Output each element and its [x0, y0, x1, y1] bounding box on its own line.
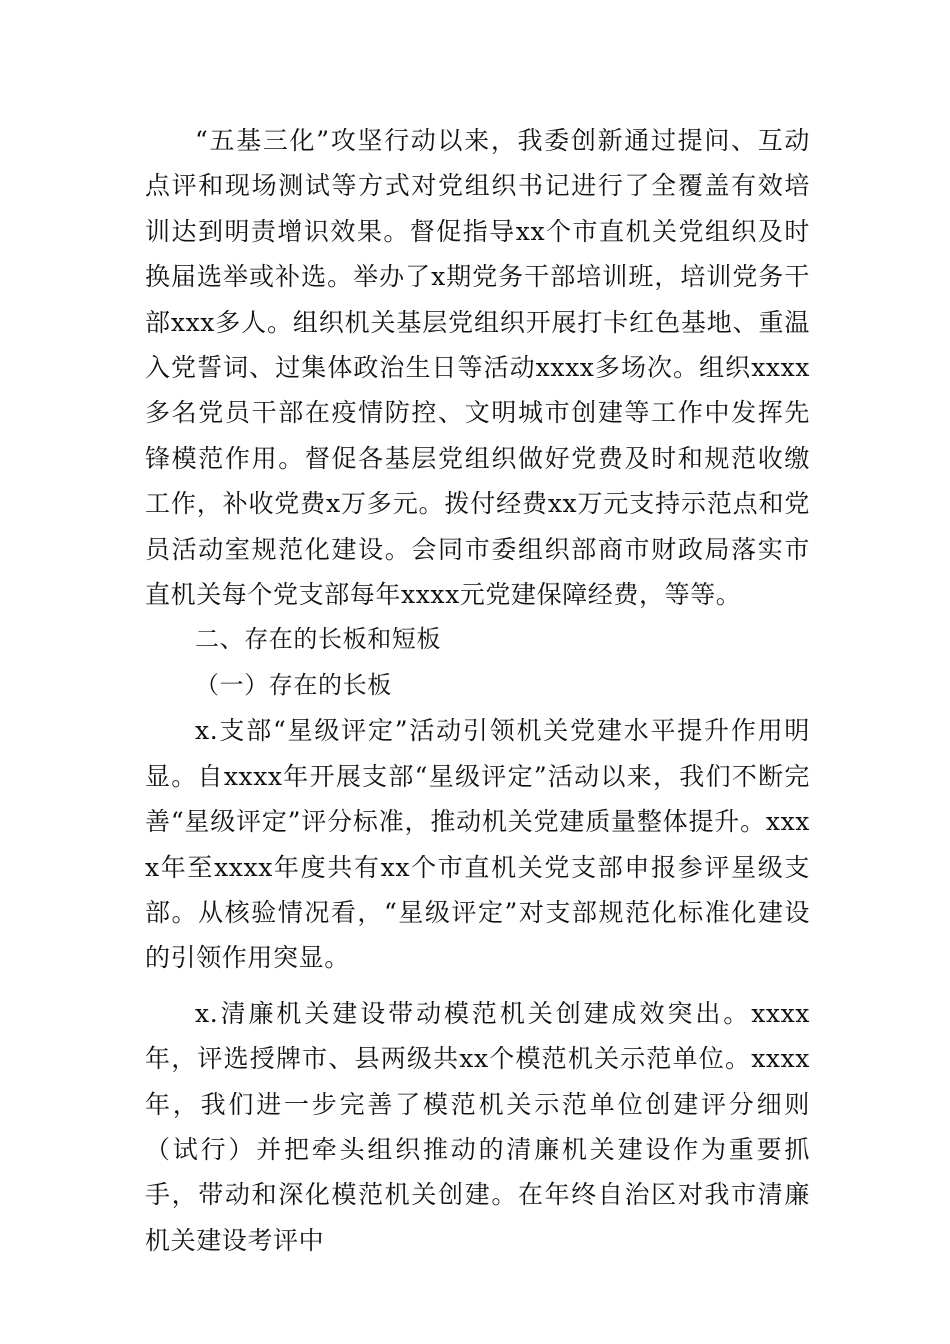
paragraph-star-rating: x.支部“星级评定”活动引领机关党建水平提升作用明显。自xxxx年开展支部“星级评定”活动以来，我们不断完善“星级评定”评分标准，推动机关党建质量整体提升。xxxx年至xxxx年度共有xx个市直机关党支部申报参评星级支部。从核验情况看，“星级评定”对支部规范化标准化建设的引领作用突显。 [145, 716, 810, 973]
document-body [145, 118, 810, 1263]
paragraph-clean-agency: x.清廉机关建设带动模范机关创建成效突出。xxxx年，评选授牌市、县两级共xx个模范机关示范单位。xxxx年，我们进一步完善了模范机关示范单位创建评分细则（试行）并把牵头组织推动的清廉机关建设作为重要抓手，带动和深化模范机关创建。在年终自治区对我市清廉机关建设考评中 [145, 998, 810, 1255]
paragraph-training-summary: “五基三化”攻坚行动以来，我委创新通过提问、互动点评和现场测试等方式对党组织书记进行了全覆盖有效培训达到明责增识效果。督促指导xx个市直机关党组织及时换届选举或补选。举办了x期党务干部培训班，培训党务干部xxx多人。组织机关基层党组织开展打卡红色基地、重温入党誓词、过集体政治生日等活动xxxx多场次。组织xxxx多名党员干部在疫情防控、文明城市创建等工作中发挥先锋模范作用。督促各基层党组织做好党费及时和规范收缴工作，补收党费x万多元。拨付经费xx万元支持示范点和党员活动室规范化建设。会同市委组织部商市财政局落实市直机关每个党支部每年xxxx元党建保障经费，等等。 [145, 126, 810, 610]
section-heading-strengths-weaknesses: 二、存在的长板和短板 [195, 625, 441, 654]
paragraph-gap [145, 981, 810, 991]
subsection-heading-strengths: （一）存在的长板 [195, 670, 392, 699]
